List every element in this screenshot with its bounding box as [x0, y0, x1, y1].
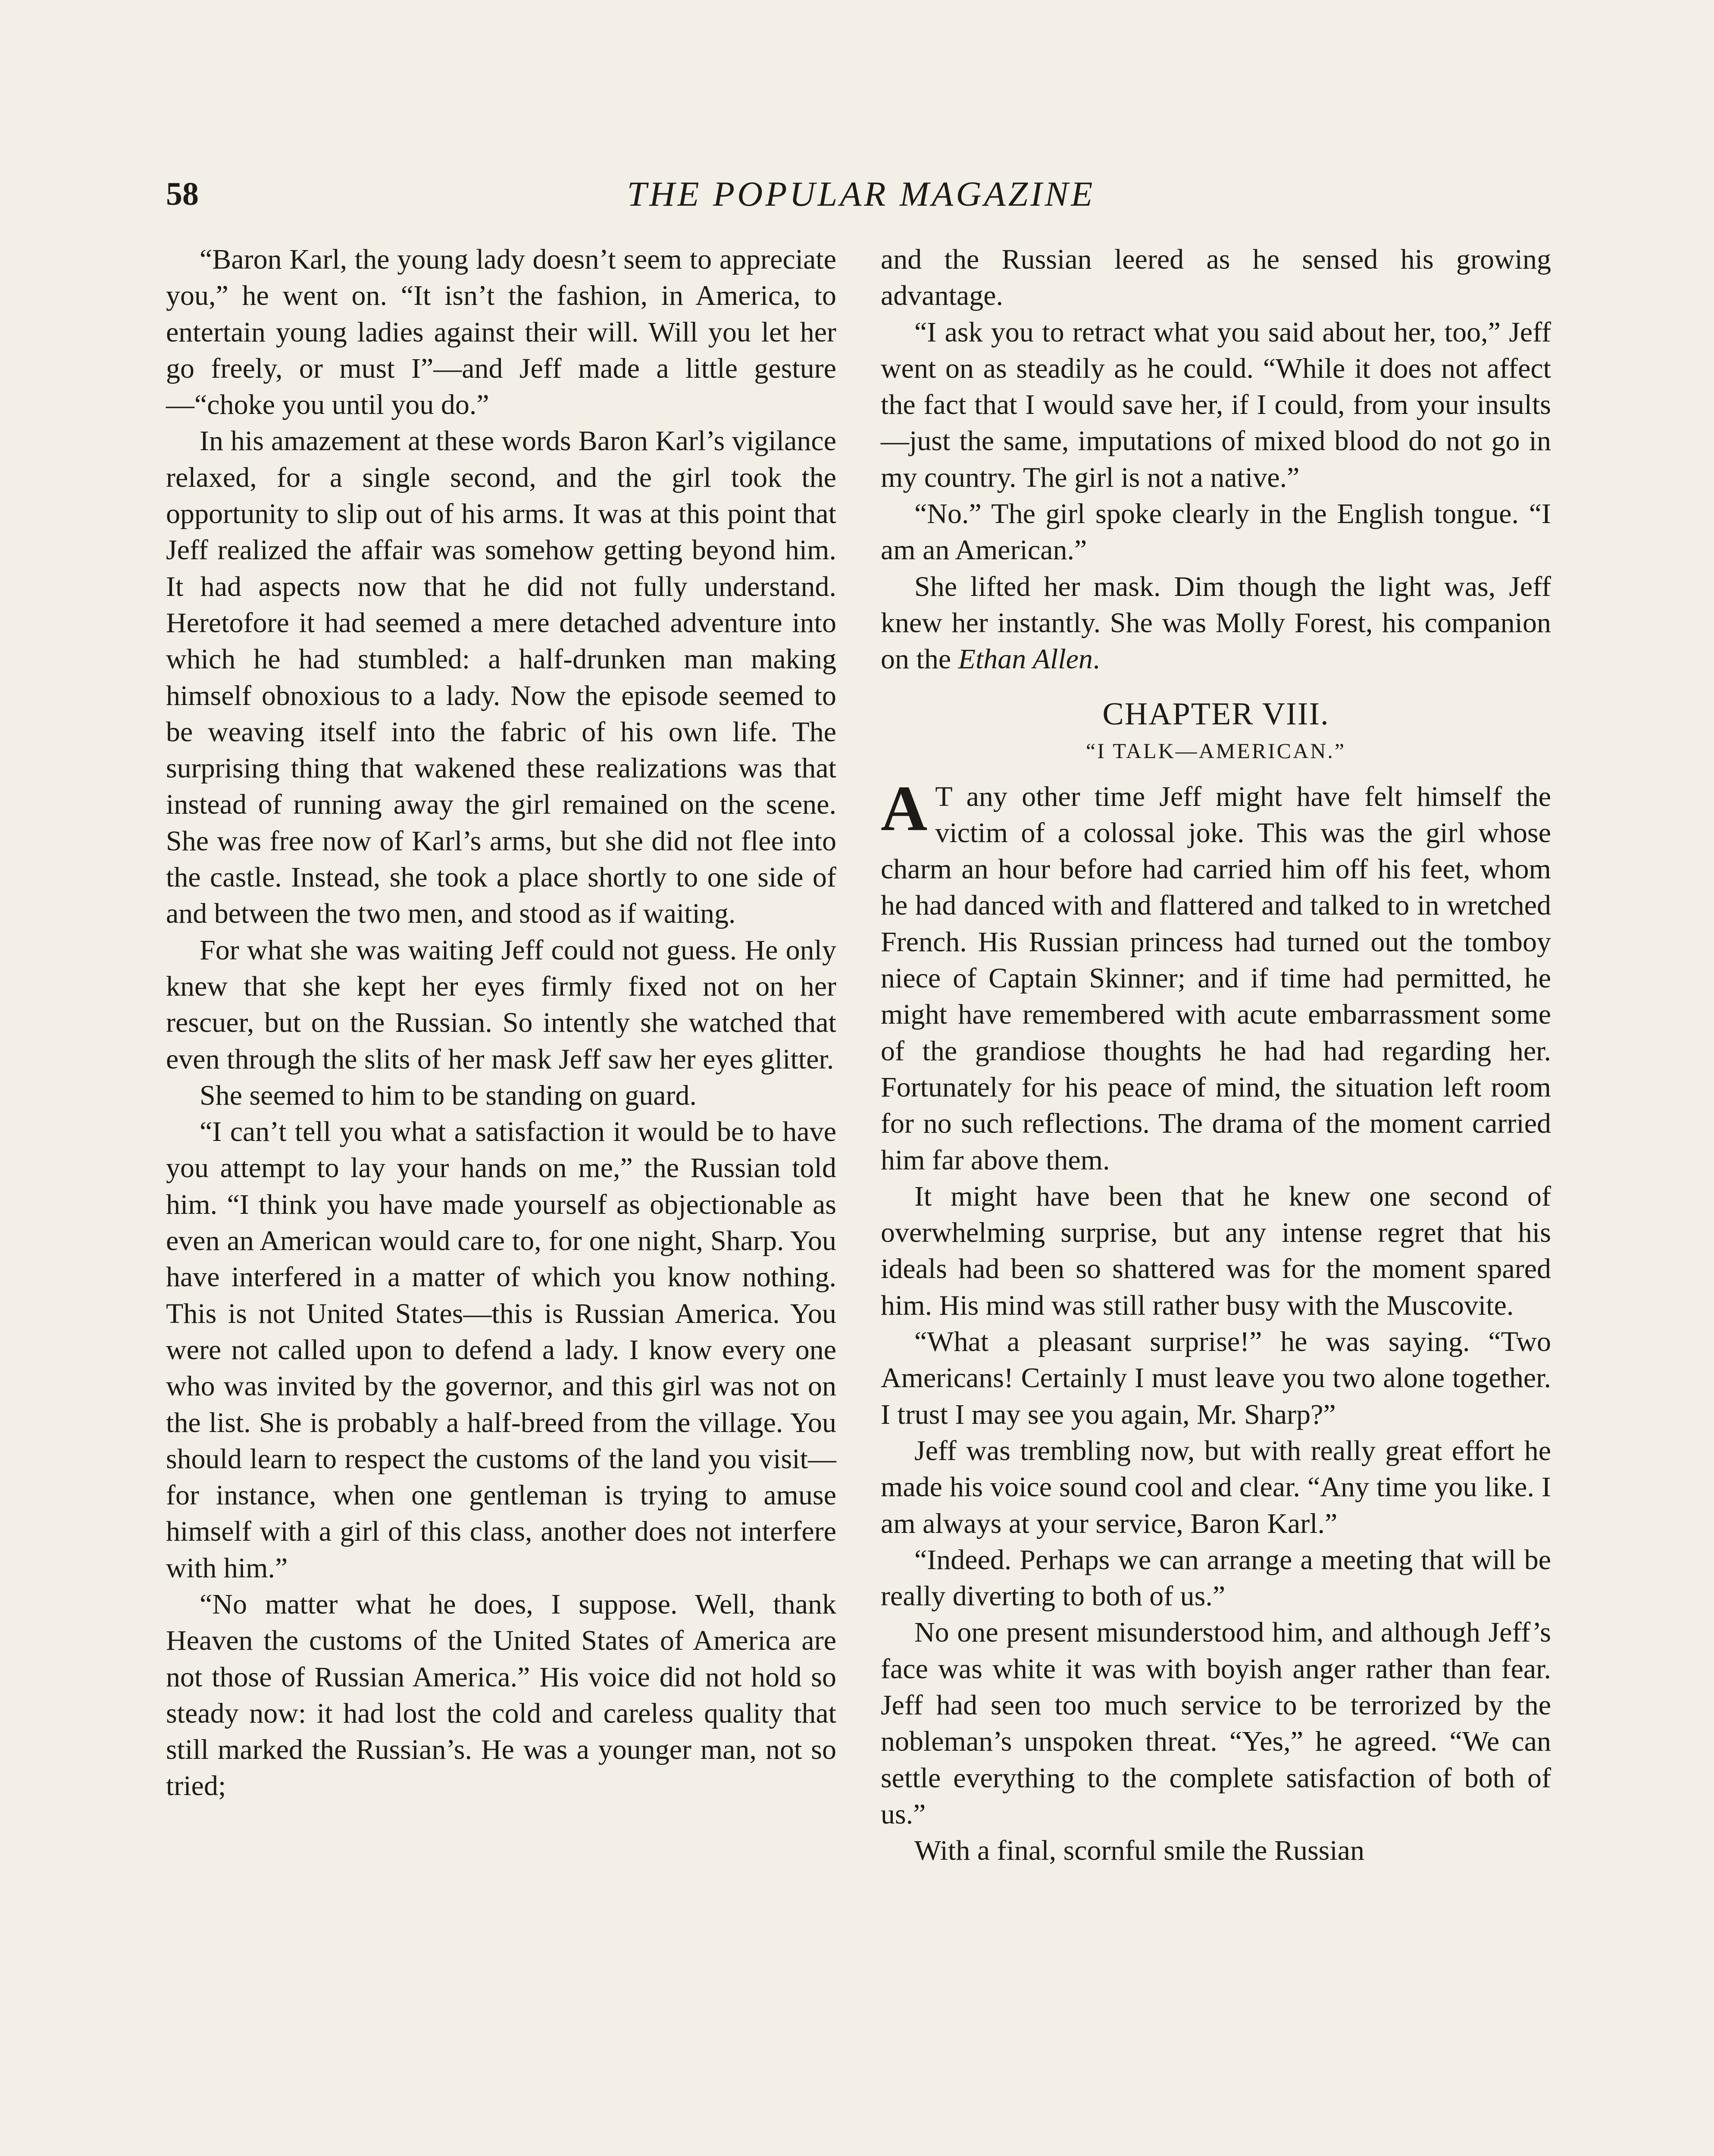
- chapter-opening-paragraph: [881, 772, 1551, 1178]
- paragraph: No one present misunderstood him, and although Jeff’s face was white it was with boyish anger rather than fear. Jeff had seen too much service to be terrorized by the nobleman’s unspoken threat. “Yes,” he agreed. “We can settle everything to the complete satisfaction of both of us.”: [881, 1617, 1551, 1830]
- mask-paragraph-end: .: [1092, 643, 1100, 675]
- left-column: [166, 241, 836, 1805]
- mask-paragraph-text: She lifted her mask. Dim though the light was, Jeff knew her instantly. She was Molly Forest, his companion on the: [881, 570, 1551, 675]
- paragraph: and the Russian leered as he sensed his growing advantage.: [881, 244, 1551, 312]
- right-column: [881, 241, 1551, 1869]
- running-title: THE POPULAR MAGAZINE: [627, 174, 1095, 213]
- paragraph: “I can’t tell you what a satisfaction it would be to have you attempt to lay your hands on me,” the Russian told him. “I think you have made yourself as objectionable as even an American would care to, for one night, Sharp. You have interfered in a matter of which you know nothing. This is not United States—this is Russian America. You were not called upon to defend a lady. I know every one who was invited by the governor, and this girl was not on the list. She is probably a half-breed from the village. You should learn to respect the customs of the land you visit—for instance, when one gentleman is trying to amuse himself with a girl of this class, another does not interfere with him.”: [166, 1116, 836, 1584]
- chapter-subtitle: “I TALK—AMERICAN.”: [1085, 738, 1346, 763]
- page-header: [166, 170, 1556, 218]
- paragraph: In his amazement at these words Baron Karl’s vigilance relaxed, for a single second, and the girl took the opportunity to slip out of his arms. It was at this point that Jeff realized the affair was somehow getting beyond him. It had aspects now that he did not fully understand. Heretofore it had seemed a mere detached adventure into which he had stumbled: a half-drunken man making himself obnoxious to a lady. Now the episode seemed to be weaving itself into the fabric of his own life. The surprising thing that wakened these realizations was that instead of running away the girl remained on the scene. She was free now of Karl’s arms, but she did not flee into the castle. Instead, she took a place shortly to one side of and between the two men, and stood as if waiting.: [166, 425, 836, 930]
- paragraph: “Baron Karl, the young lady doesn’t seem to appreciate you,” he went on. “It isn’t the fashion, in America, to entertain young ladies against their will. Will you let her go freely, or must I”—and Jeff made a little gesture—“choke you until you do.”: [166, 244, 836, 421]
- paragraph: With a final, scornful smile the Russian: [914, 1835, 1364, 1867]
- chapter-title: CHAPTER VIII.: [1102, 696, 1329, 732]
- paragraph: She seemed to him to be standing on guard.: [200, 1079, 697, 1111]
- paragraph: Jeff was trembling now, but with really great effort he made his voice sound cool and clear. “Any time you like. I am always at your service, Baron Karl.”: [881, 1435, 1551, 1539]
- paragraph: It might have been that he knew one second of overwhelming surprise, but any intense regret that his ideals had been so shattered was for the moment spared him. His mind was still rather busy with the Muscovite.: [881, 1180, 1551, 1321]
- paragraph: “What a pleasant surprise!” he was saying. “Two Americans! Certainly I must leave you two alone together. I trust I may see you again, Mr. Sharp?”: [881, 1326, 1551, 1430]
- mask-paragraph: [881, 569, 1551, 678]
- drop-cap: A: [881, 772, 928, 844]
- paragraph: “I ask you to retract what you said about her, too,” Jeff went on as steadily as he could. “While it does not affect the fact that I would save her, if I could, from your insults—just the same, imputations of mixed blood do not go in my country. The girl is not a native.”: [881, 316, 1551, 493]
- ship-name: Ethan Allen: [958, 643, 1093, 675]
- chapter-opening-text: T any other time Jeff might have felt himself the victim of a colossal joke. This was the girl whose charm an hour before had carried him off his feet, whom he had danced with and flattered and talked to in wretched French. His Russian princess had turned out the tomboy niece of Captain Skinner; and if time had permitted, he might have remembered with acute embarrassment some of the grandiose thoughts he had had regarding her. Fortunately for his peace of mind, the situation left room for no such reflections. The drama of the moment carried him far above them.: [881, 780, 1551, 1176]
- paragraph: For what she was waiting Jeff could not guess. He only knew that she kept her eyes firmly fixed not on her rescuer, but on the Russian. So intently she watched that even through the slits of her mask Jeff saw her eyes glitter.: [166, 934, 836, 1075]
- paragraph: “No.” The girl spoke clearly in the English tongue. “I am an American.”: [881, 498, 1551, 566]
- page-number: 58: [166, 176, 199, 212]
- paragraph: “No matter what he does, I suppose. Well, thank Heaven the customs of the United States of America are not those of Russian America.” His voice did not hold so steady now: it had lost the cold and careless quality that still marked the Russian’s. He was a younger man, not so tried;: [166, 1588, 836, 1802]
- paragraph: “Indeed. Perhaps we can arrange a meeting that will be really diverting to both of us.”: [881, 1544, 1551, 1612]
